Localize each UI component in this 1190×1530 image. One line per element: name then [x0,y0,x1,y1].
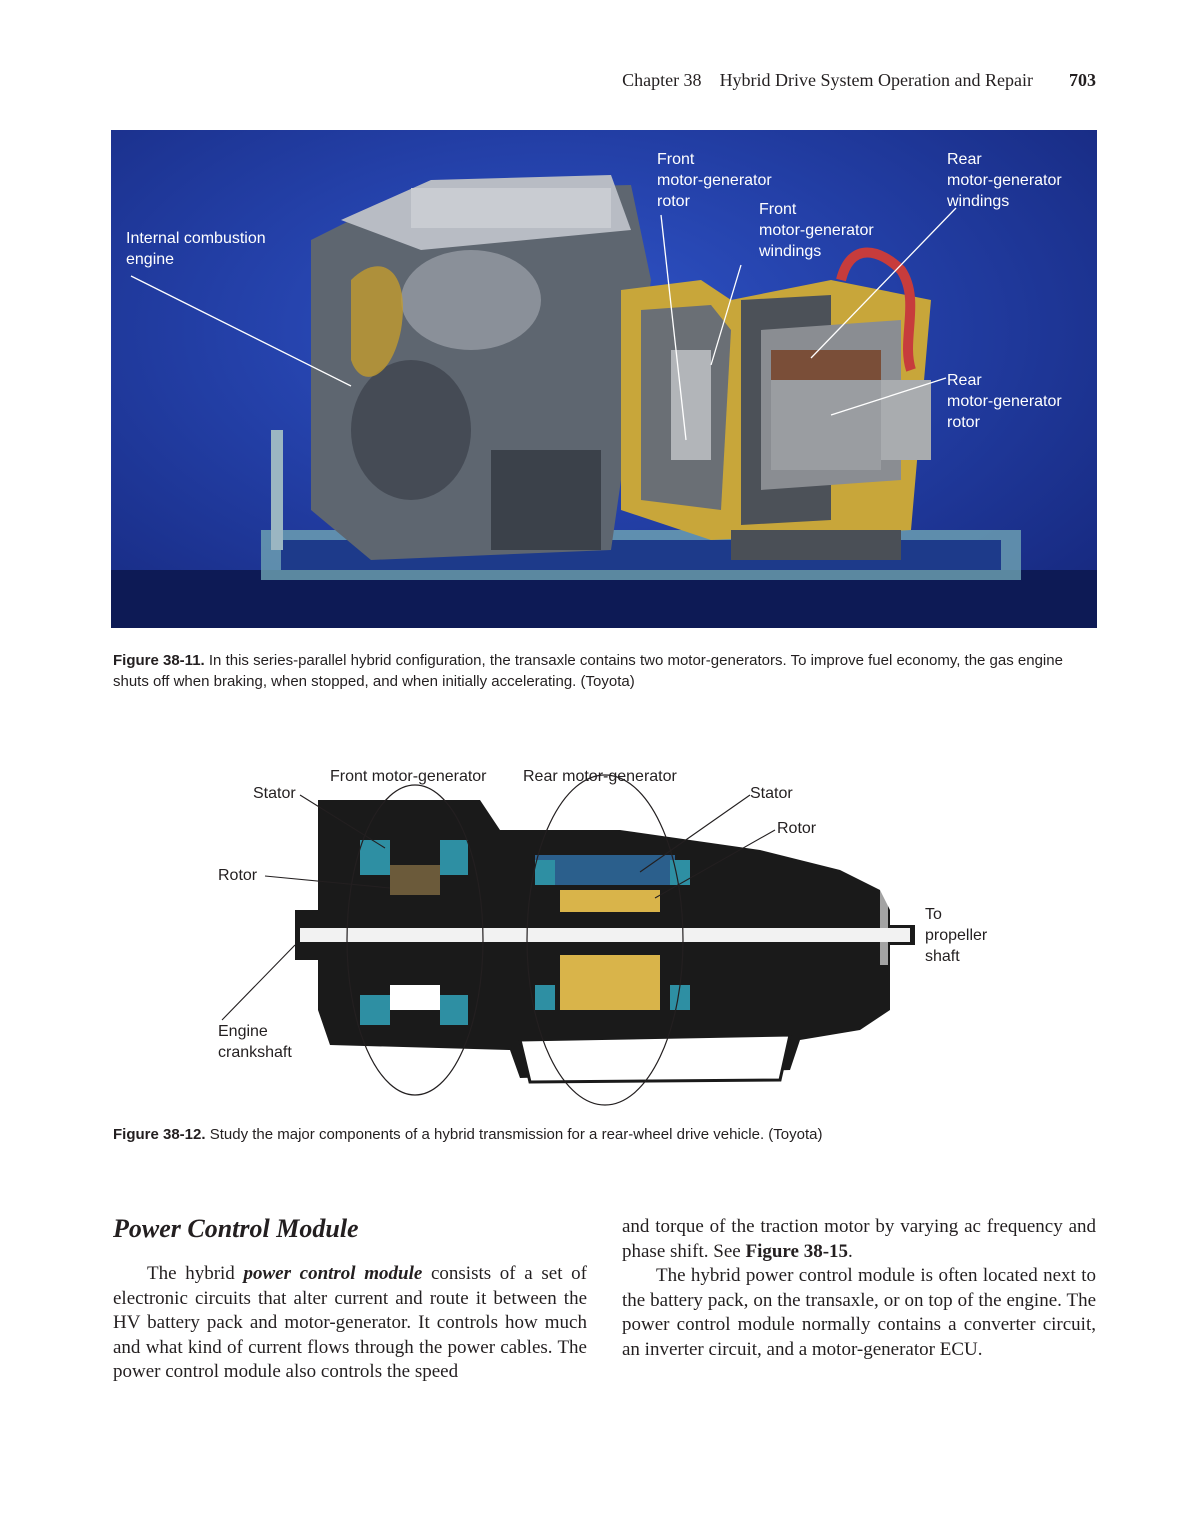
label-rear-mg-windings: Rear motor-generator windings [947,151,1062,210]
left-column [113,1262,587,1385]
defined-term: power control module [243,1263,423,1284]
right-column [622,1215,1096,1362]
label-front-mg-windings: Front motor-generator windings [759,201,874,260]
paragraph: The hybrid power control module consists of a set of electronic circuits that alter current and route it between the HV battery pack and motor-generator. It controls how much and what kind of current flows through the power cables. The power control module also controls the speed [113,1263,587,1382]
label-rotor-left: Rotor [218,867,258,884]
paragraph: and torque of the traction motor by varying ac frequency and phase shift. See Figure 38-15. [622,1216,1096,1262]
caption-label: Figure 38-12. [113,1126,206,1143]
running-header [622,70,1096,91]
label-engine-crankshaft: Engine crankshaft [218,1023,292,1061]
engine-cutaway-photo [111,130,1097,628]
figure-38-12-caption [113,1124,1097,1145]
transmission-cutaway-drawing [200,760,1020,1110]
label-to-propeller-shaft: To propeller shaft [925,906,988,965]
caption-text: In this series-parallel hybrid configuration, the transaxle contains two motor-generators. To improve fuel economy, the gas engine shuts off when braking, when stopped, and when initially accelerating. (Toyota) [113,652,1063,690]
chapter-label: Chapter 38 Hybrid Drive System Operation and Repair [622,70,1033,90]
label-stator-right: Stator [750,785,793,802]
paragraph: The hybrid power control module is often located next to the battery pack, on the transaxle, or on top of the engine. The power control module normally contains a converter circuit, an inverter circuit, and a motor-generator ECU. [622,1265,1096,1360]
label-rotor-right: Rotor [777,820,817,837]
label-front-motor-generator: Front motor-generator [330,768,487,785]
label-rear-mg-rotor: Rear motor-generator rotor [947,372,1062,431]
caption-label: Figure 38-11. [113,652,205,669]
section-heading: Power Control Module [113,1214,359,1243]
transmission-diagram [200,760,1020,1110]
label-front-mg-rotor: Front motor-generator rotor [657,151,772,210]
page-number: 703 [1069,70,1096,90]
label-rear-motor-generator: Rear motor-generator [523,768,677,785]
label-internal-combustion-engine: Internal combustion engine [126,230,266,268]
label-stator-left: Stator [253,785,296,802]
caption-text: Study the major components of a hybrid transmission for a rear-wheel drive vehicle. (Toyota) [209,1126,823,1143]
figure-reference: Figure 38-15 [745,1240,849,1262]
figure-38-11-caption [113,650,1097,692]
